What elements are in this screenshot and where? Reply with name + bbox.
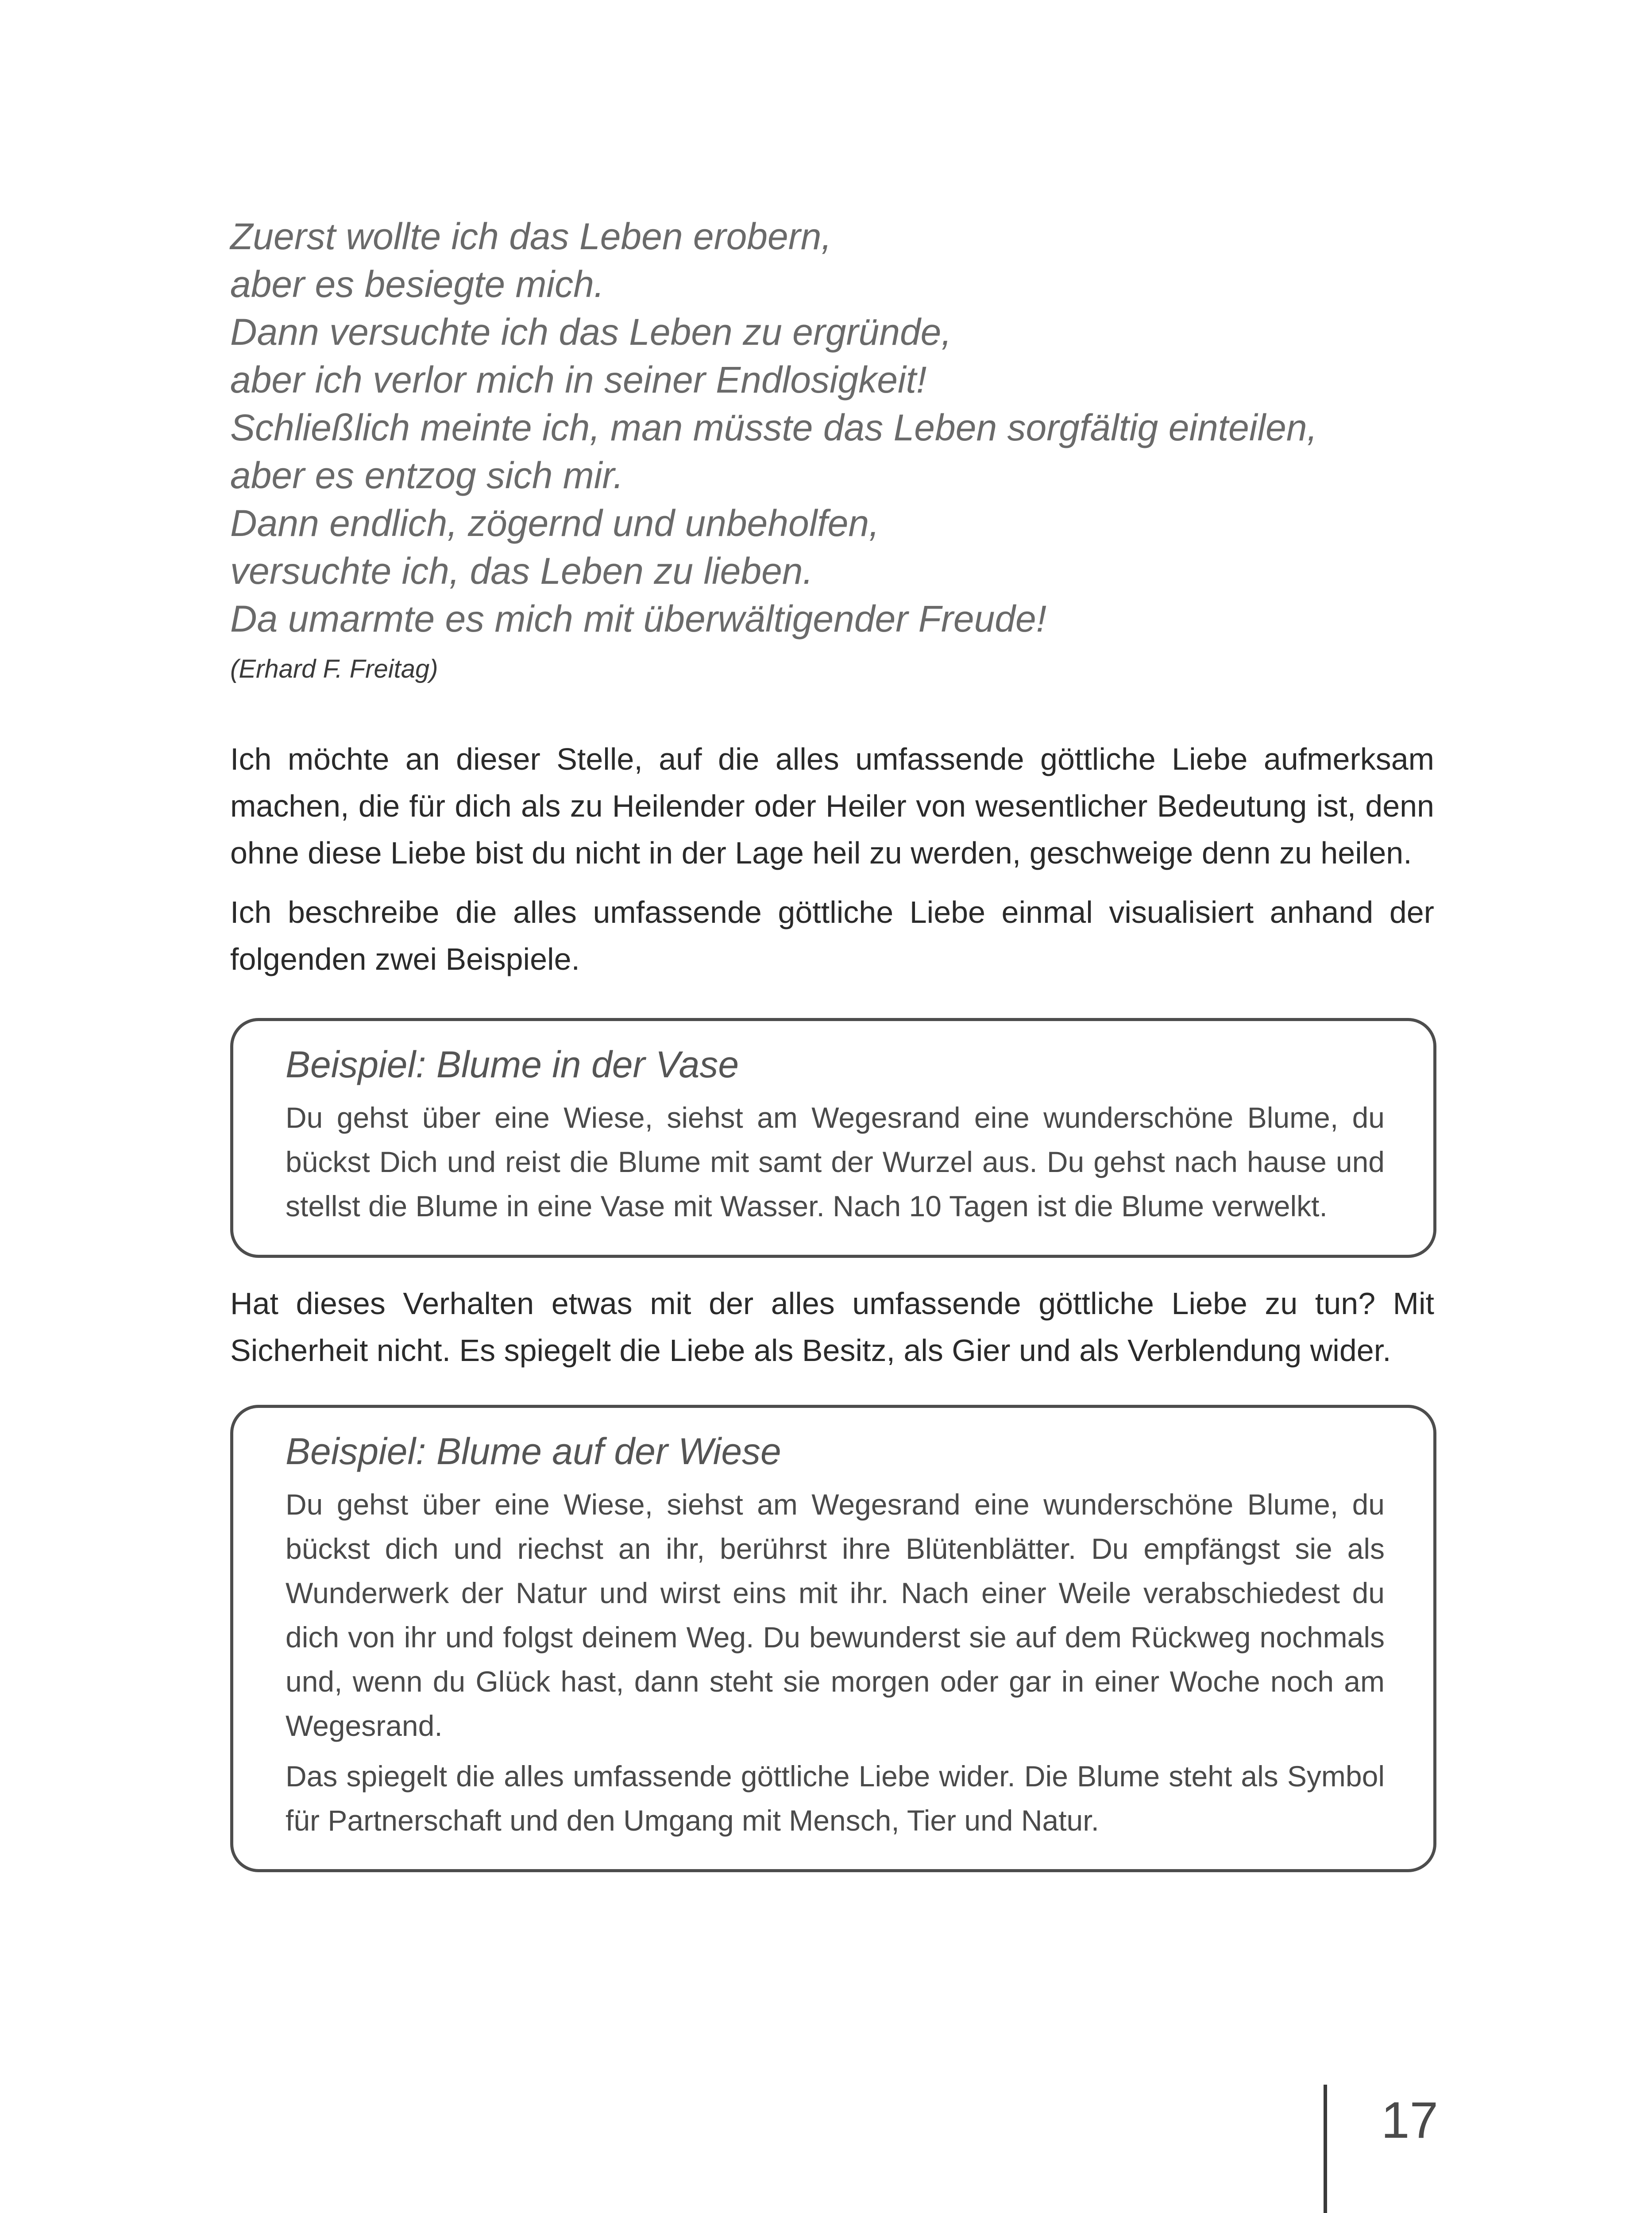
poem-line: Dann endlich, zögernd und unbeholfen, xyxy=(230,502,880,544)
poem-line: Da umarmte es mich mit überwältigender Freude! xyxy=(230,598,1047,640)
poem-line: aber es besiegte mich. xyxy=(230,263,605,305)
reflection-paragraph: Hat dieses Verhalten etwas mit der alles umfassende göttliche Liebe zu tun? Mit Sicherheit nicht. Es spiegelt die Liebe als Besitz, als Gier und als Verblendung wider. xyxy=(230,1286,1434,1368)
poem-line: aber ich verlor mich in seiner Endlosigkeit! xyxy=(230,359,927,401)
example-text: Du gehst über eine Wiese, siehst am Wegesrand eine wunderschöne Blume, du bückst dich und riechst an ihr, berührst ihre Blütenblätter. Du empfängst sie als Wunderwerk der Natur und wirst eins mit ihr. Nach einer Weile verabschiedest du dich von ihr und folgst deinem Weg. Du bewunderst sie auf dem Rückweg nochmals und, wenn du Glück hast, dann steht sie morgen oder gar in einer Woche noch am Wegesrand. xyxy=(286,1488,1385,1742)
poem xyxy=(230,212,1434,687)
intro-paragraph: Ich möchte an dieser Stelle, auf die alles umfassende göttliche Liebe aufmerksam machen, die für dich als zu Heilender oder Heiler von wesentlicher Bedeutung ist, denn ohne diese Liebe bist du nicht in der Lage heil zu werden, geschweige denn zu heilen. xyxy=(230,742,1434,870)
poem-attribution: (Erhard F. Freitag) xyxy=(230,655,438,683)
page-number: 17 xyxy=(1381,2091,1439,2149)
example-box-meadow xyxy=(230,1405,1436,1872)
example-text: Du gehst über eine Wiese, siehst am Wegesrand eine wunderschöne Blume, du bückst Dich und reist die Blume mit samt der Wurzel aus. Du gehst nach hause und stellst die Blume in eine Vase mit Wasser. Nach 10 Tagen ist die Blume verwelkt. xyxy=(286,1101,1385,1222)
example-box-vase xyxy=(230,1018,1436,1258)
example-title: Beispiel: Blume auf der Wiese xyxy=(286,1430,781,1472)
poem-line: aber es entzog sich mir. xyxy=(230,455,624,496)
poem-line: Schließlich meinte ich, man müsste das Leben sorgfältig einteilen, xyxy=(230,407,1317,448)
example-conclusion: Das spiegelt die alles umfassende göttliche Liebe wider. Die Blume steht als Symbol für Partnerschaft und den Umgang mit Mensch, Tier und Natur. xyxy=(286,1760,1385,1837)
poem-line: versuchte ich, das Leben zu lieben. xyxy=(230,550,813,592)
poem-line: Zuerst wollte ich das Leben erobern, xyxy=(230,216,832,257)
footer-divider xyxy=(1324,2085,1327,2213)
example-title: Beispiel: Blume in der Vase xyxy=(286,1044,739,1085)
describe-paragraph: Ich beschreibe die alles umfassende göttliche Liebe einmal visualisiert anhand der folgenden zwei Beispiele. xyxy=(230,895,1434,976)
poem-line: Dann versuchte ich das Leben zu ergründe, xyxy=(230,311,952,353)
page-content xyxy=(230,212,1434,1872)
